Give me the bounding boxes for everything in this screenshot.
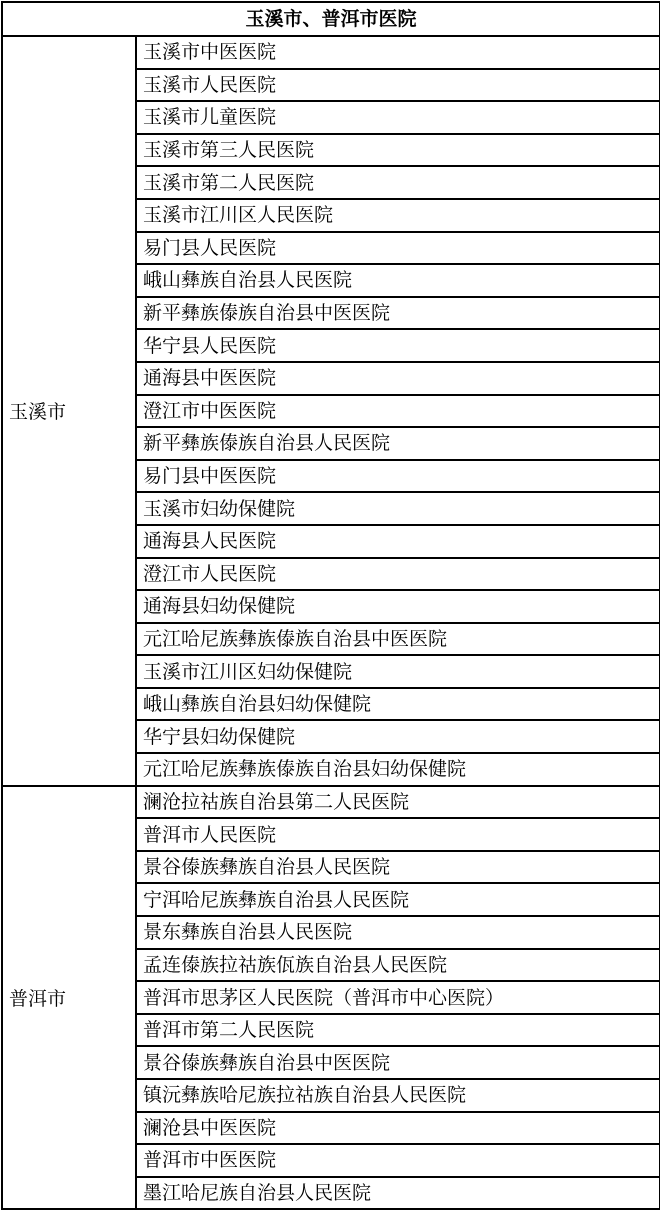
hospital-cell: 玉溪市第三人民医院: [136, 134, 660, 167]
hospital-cell: 景谷傣族彝族自治县中医医院: [136, 1046, 660, 1079]
hospital-cell: 孟连傣族拉祜族佤族自治县人民医院: [136, 949, 660, 982]
hospital-cell: 元江哈尼族彝族傣族自治县妇幼保健院: [136, 753, 660, 786]
hospital-cell: 墨江哈尼族自治县人民医院: [136, 1177, 660, 1210]
hospital-cell: 玉溪市江川区妇幼保健院: [136, 655, 660, 688]
table-row: [2, 786, 660, 819]
table-body: [2, 36, 660, 1209]
hospital-cell: 通海县中医医院: [136, 362, 660, 395]
hospital-table: [1, 1, 660, 1210]
hospital-cell: 景谷傣族彝族自治县人民医院: [136, 851, 660, 884]
hospital-cell: 峨山彝族自治县人民医院: [136, 264, 660, 297]
table-row: [2, 36, 660, 69]
hospital-cell: 普洱市人民医院: [136, 818, 660, 851]
hospital-cell: 新平彝族傣族自治县人民医院: [136, 427, 660, 460]
table-title: 玉溪市、普洱市医院: [2, 2, 660, 36]
hospital-cell: 澜沧县中医医院: [136, 1112, 660, 1145]
hospital-cell: 澜沧拉祜族自治县第二人民医院: [136, 786, 660, 819]
hospital-cell: 景东彝族自治县人民医院: [136, 916, 660, 949]
city-cell: 玉溪市: [2, 36, 136, 786]
hospital-cell: 华宁县妇幼保健院: [136, 720, 660, 753]
hospital-cell: 玉溪市人民医院: [136, 69, 660, 102]
hospital-cell: 普洱市第二人民医院: [136, 1014, 660, 1047]
hospital-cell: 宁洱哈尼族彝族自治县人民医院: [136, 883, 660, 916]
hospital-cell: 通海县妇幼保健院: [136, 590, 660, 623]
city-cell: 普洱市: [2, 786, 136, 1210]
hospital-cell: 玉溪市第二人民医院: [136, 166, 660, 199]
hospital-cell: 玉溪市江川区人民医院: [136, 199, 660, 232]
hospital-cell: 玉溪市妇幼保健院: [136, 492, 660, 525]
hospital-cell: 峨山彝族自治县妇幼保健院: [136, 688, 660, 721]
hospital-cell: 镇沅彝族哈尼族拉祜族自治县人民医院: [136, 1079, 660, 1112]
hospital-cell: 普洱市中医医院: [136, 1144, 660, 1177]
hospital-cell: 易门县人民医院: [136, 232, 660, 265]
hospital-cell: 玉溪市中医医院: [136, 36, 660, 69]
hospital-cell: 通海县人民医院: [136, 525, 660, 558]
hospital-cell: 澄江市人民医院: [136, 558, 660, 591]
hospital-cell: 易门县中医医院: [136, 460, 660, 493]
hospital-cell: 普洱市思茅区人民医院（普洱市中心医院）: [136, 981, 660, 1014]
hospital-cell: 玉溪市儿童医院: [136, 101, 660, 134]
hospital-cell: 澄江市中医医院: [136, 395, 660, 428]
hospital-cell: 新平彝族傣族自治县中医医院: [136, 297, 660, 330]
title-row: [2, 2, 660, 36]
hospital-cell: 元江哈尼族彝族傣族自治县中医医院: [136, 623, 660, 656]
hospital-cell: 华宁县人民医院: [136, 329, 660, 362]
